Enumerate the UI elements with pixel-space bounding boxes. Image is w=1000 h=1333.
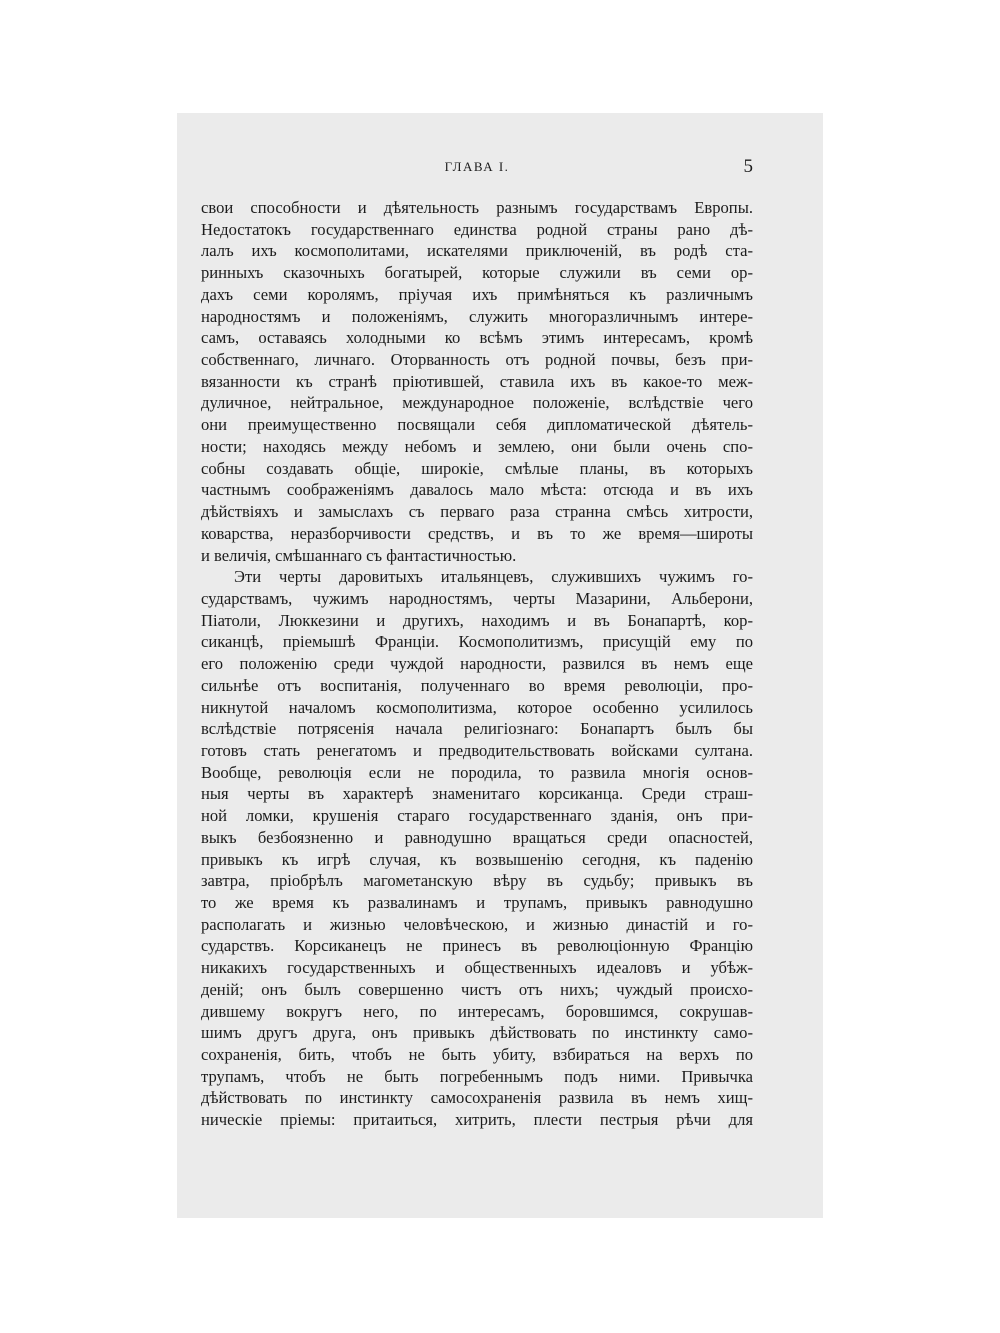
text-line: народностямъ и положеніямъ, служить многоразличнымъ интере- (201, 306, 753, 326)
text-line: дѣйствіяхъ и замыслахъ съ перваго раза странна смѣсь хитрости, (201, 502, 753, 522)
text-line: вязанности къ странѣ пріютившей, ставила ихъ въ какое-то меж- (201, 371, 753, 391)
text-line: коварства, неразборчивости средствъ, и въ то же время—широты (201, 523, 753, 543)
chapter-heading: ГЛАВА I. (444, 159, 510, 174)
text-line: дившему вокругъ него, по интересамъ, боровшимся, сокрушав- (201, 1001, 753, 1021)
text-line: никнутой началомъ космополитизма, которое особенно усилилось (201, 697, 753, 717)
text-line: шимъ другъ друга, онъ привыкъ дѣйствовать по инстинкту само- (201, 1023, 753, 1043)
text-line: сильнѣе отъ воспитанія, полученнаго во время революціи, про- (201, 675, 753, 695)
text-line: самъ, оставаясь холодными ко всѣмъ этимъ интересамъ, кромѣ (201, 328, 753, 348)
text-line: сударствъ. Корсиканецъ не принесъ въ революціонную Францію (201, 936, 753, 956)
text-line: выкъ безбоязненно и равнодушно вращаться среди опасностей, (201, 827, 753, 847)
text-line: свои способности и дѣятельность разнымъ государствамъ Европы. (201, 198, 753, 217)
text-line: и величія, смѣшаннаго съ фантастичностью. (201, 545, 517, 565)
text-line: привыкъ къ игрѣ случая, къ возвышенію сегодня, къ паденію (201, 849, 753, 869)
text-line: Піатоли, Люккезини и другихъ, находимъ и въ Бонапартѣ, кор- (201, 610, 753, 630)
text-line: ринныхъ сказочныхъ богатырей, которые служили въ семи ор- (201, 263, 753, 283)
text-line: Вообще, революція если не породила, то развила многія основ- (201, 762, 753, 782)
text-line: то же время къ развалинамъ и трупамъ, привыкъ равнодушно (201, 893, 753, 912)
text-line: ной ломки, крушенія стараго государственнаго зданія, онъ при- (201, 806, 753, 826)
running-head (201, 156, 753, 178)
text-line: вслѣдствіе потрясенія начала религіознаго: Бонапартъ былъ бы (201, 719, 753, 739)
text-line: дуличное, нейтральное, международное положеніе, вслѣдствіе чего (201, 393, 753, 413)
text-line: сиканцѣ, пріемышѣ Франціи. Космополитизмъ, присущій ему по (201, 632, 753, 652)
text-line: завтра, пріобрѣлъ магометанскую вѣру въ судьбу; привыкъ въ (201, 871, 753, 891)
paragraph (201, 197, 753, 566)
text-line: дахъ семи королямъ, пріучая ихъ примѣняться къ различнымъ (201, 284, 753, 304)
text-line: дѣйствовать по инстинкту самосохраненія развила въ немъ хищ- (201, 1088, 753, 1108)
text-line: располагать и жизнью человѣческою, и жизнью династій и го- (201, 914, 753, 934)
paragraph (201, 566, 753, 1131)
body-text (201, 197, 753, 1131)
text-line: ническіе пріемы: притаиться, хитрить, плести пестрыя рѣчи для (201, 1110, 753, 1130)
text-line: готовъ стать ренегатомъ и предводительствовать войсками султана. (201, 740, 753, 760)
text-line: собны создавать общіе, широкіе, смѣлые планы, въ которыхъ (201, 458, 753, 478)
text-line: деній; онъ былъ совершенно чистъ отъ нихъ; чуждый происхо- (201, 979, 753, 999)
text-line: никакихъ государственныхъ и общественныхъ идеаловъ и убѣж- (201, 958, 753, 978)
text-line: Недостатокъ государственнаго единства родной страны рано дѣ- (201, 219, 753, 239)
text-line: лалъ ихъ космополитами, искателями приключеній, въ родѣ ста- (201, 241, 753, 261)
text-line: его положенію среди чуждой народности, развился въ немъ еще (201, 654, 753, 674)
page-number: 5 (743, 156, 753, 177)
text-line: сохраненія, бить, чтобъ не быть убиту, взбираться на верхъ по (201, 1045, 753, 1065)
text-line: ныя черты въ характерѣ знаменитаго корсиканца. Среди страш- (201, 784, 753, 804)
text-line: частнымъ соображеніямъ давалось мало мѣста: отсюда и въ ихъ (201, 480, 753, 500)
text-line: собственнаго, личнаго. Оторванность отъ родной почвы, безъ при- (201, 350, 753, 370)
text-line: трупамъ, чтобъ не быть погребеннымъ подъ ними. Привычка (201, 1066, 753, 1086)
text-line: Эти черты даровитыхъ итальянцевъ, служившихъ чужимъ го- (234, 567, 753, 587)
text-line: они преимущественно посвящали себя дипломатической дѣятель- (201, 415, 753, 435)
text-line: ности; находясь между небомъ и землею, они были очень спо- (201, 436, 753, 456)
text-line: сударствамъ, чужимъ народностямъ, черты Мазарини, Альберони, (201, 588, 753, 608)
